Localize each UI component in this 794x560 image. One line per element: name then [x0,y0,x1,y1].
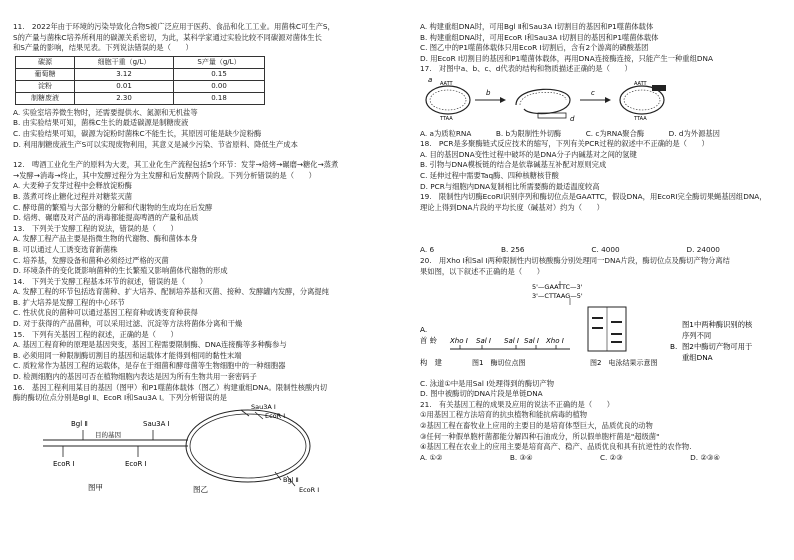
q20-option-c: C. 泳道①中是用Sal Ⅰ处理得到的酶切产物 [420,378,555,388]
q11-option-a: A. 实验室培养微生物时，还需要提供水、氮源和无机盐等 [13,107,198,117]
gel-band [611,321,622,323]
gel-band [611,341,622,343]
q21-option-d: D. ②③④ [690,452,720,462]
label-b: b [486,88,491,97]
q13-option-b: B. 可以通过人工诱变选育新菌株 [13,244,118,254]
q13-option-d: D. 环境条件的变化既影响菌种的生长繁殖又影响菌体代谢物的形成 [13,266,228,276]
table-header: 碳源 [16,56,75,68]
q17-figure [420,75,782,125]
recognition-seq-top: 5'—GAATTC—3' [532,283,583,292]
q12-option-b: B. 蒸煮可终止糖化过程并对糖浆灭菌 [13,191,133,201]
ecor1-label: EcoR Ⅰ [53,459,75,468]
q20-figure [420,277,782,375]
figure-jia [43,420,188,492]
q15-option-b: B. 必须用同一种限制酶切割目的基因和运载体才能得到相同的黏性末端 [13,350,242,360]
side-note: 序列不同 [682,331,712,341]
label-a: a [428,75,433,84]
q11-option-d: D. 利用制糖废液生产S可以实现废物利用，其意义是减少污染、节省原料、降低生产成本 [13,139,298,149]
q14-stem: 14. 下列关于发酵工程基本环节的叙述，错误的是（ ） [13,276,208,286]
table-cell: 制糖废液 [16,92,75,104]
q16-option-c: C. 图乙中的P1噬菌体载体只用EcoR Ⅰ切割后，含有2个游离的磷酸基团 [420,43,649,53]
q14-option-c: C. 性状优良的菌种可以通过基因工程育种或诱变育种获得 [13,308,198,318]
sau3a-label: Sau3A Ⅰ [251,403,276,411]
q19-stem-line: 19. 限制性内切酶EcoRI识别序列和酶切位点是GAATTC，假设DNA，用EcoRI完全酶切果蝇基因组DNA， [420,192,767,202]
q17-option-b: B. b为限制性外切酶 [495,128,562,138]
q13-stem: 13. 下列关于发酵工程的说法，错误的是（ ） [13,223,178,233]
table-row [16,92,265,104]
q12-option-a: A. 大麦种子发芽过程中会释放淀粉酶 [13,181,132,191]
q11-stem-line: S的产量与菌株C培养所利用的碳源关系密切，为此，某科学家通过实验比较不同碳源对菌体生长 [13,32,322,42]
arrow-head [605,97,611,103]
q20-left-text: 构 建 [420,358,442,368]
plasmid-ring-outer [186,410,310,482]
question-15 [13,330,396,383]
question-14 [13,277,396,330]
q21-item: ③任何一种假单胞杆菌都能分解四种石油成分，所以假单胞杆菌是"超级菌" [420,431,660,441]
question-17 [420,64,782,139]
q14-option-a: A. 发酵工程的环节包括选育菌种、扩大培养、配制培养基和灭菌、接种、发酵罐内发酵，分离提纯 [13,287,329,297]
q21-item: ①用基因工程方法培育的抗虫植物和能抗病毒的植物 [420,410,588,420]
table-cell: 葡萄糖 [16,68,75,80]
table-header: S产量（g/L） [174,56,265,68]
q19-stem-line: 理论上得到DNA片段的平均长度（碱基对）约为（ ） [420,202,604,212]
opened-plasmid [516,89,570,113]
question-18 [420,139,782,192]
table-header-row [16,56,265,68]
arrow-head [500,97,506,103]
target-gene-label: 目的基因 [95,430,121,439]
q20-stem-line: 20. 用Xho Ⅰ和Sal Ⅰ两种限制性内切核酸酶分别处理同一DNA片段，酶切位点及酶切产物分离结 [420,255,730,265]
sal-label: Sal Ⅰ [504,337,519,346]
recombinant-plasmid-inner [624,90,660,110]
q13-option-a: A. 发酵工程产品主要是指微生物的代谢物、酶和菌体本身 [13,234,198,244]
table-cell: 2.30 [75,92,174,104]
left-column [13,22,396,499]
table-cell: 0.15 [174,68,265,80]
ecor1-label: EcoR Ⅰ [125,459,147,468]
q16-stem-line: 酶的酶切位点分别是Bgl Ⅱ、EcoR Ⅰ和Sau3A Ⅰ。下列分析错误的是 [13,393,227,403]
xho-label: Xho Ⅰ [450,337,468,346]
sal-label: Sal Ⅰ [476,337,491,346]
q18-option-b: B. 引物与DNA模板链的结合是依靠碱基互补配对原则完成 [420,160,607,170]
gel-band [592,327,603,329]
table-row [16,80,265,92]
table-cell: 0.18 [174,92,265,104]
q19-option-d: D. 24000 [686,245,720,255]
q12-stem-line: →发酵→消毒→终止，其中发酵过程分为主发酵和后发酵两个阶段。下列分析错误的是（ ） [13,170,316,180]
q21-stem: 21. 有关基因工程的成果及应用的说法不正确的是（ ） [420,399,615,409]
seq-label: TTAA [440,115,453,122]
seq-label: TTAA [634,115,647,122]
q20-stem-line: 果如图，以下叙述不正确的是（ ） [420,266,545,276]
q21-option-a: A. ①② [420,452,443,462]
q13-option-c: C. 培养基，发酵设备和菌种必须经过严格的灭菌 [13,255,169,265]
question-16-options [420,22,782,64]
question-21 [420,400,782,464]
recognition-seq-bottom: 3'—CTTAAG—5' [532,292,583,301]
q15-option-a: A. 基因工程育种的原理是基因突变，基因工程需要限制酶、DNA连接酶等多种酶参与 [13,340,287,350]
q18-option-c: C. 延伸过程中需要Taq酶、四种核糖核苷酸 [420,170,559,180]
figure-jia-caption: 图甲 [88,482,103,492]
label-c: c [591,88,595,97]
table-header: 细胞干重（g/L） [75,56,174,68]
q12-option-c: C. 酵母菌的繁殖与大部分糖的分解和代谢物的生成均在后发酵 [13,202,213,212]
q17-stem: 17. 对图中a、b、c、d代表的结构和物质描述正确的是（ ） [420,64,632,74]
q11-stem-line: 和S产量的影响，结果见表。下列说法错误的是（ ） [13,43,193,53]
seq-label: AATT [440,80,453,87]
side-note: 图2中酶切产物可用于 [682,342,753,352]
question-12 [13,160,396,224]
bgl-label: Bgl Ⅱ [71,419,88,428]
q15-option-c: C. 质粒常作为基因工程的运载体，是存在于细菌和酵母菌等生物细胞中的一种细胞器 [13,361,286,371]
gel-band [592,317,603,319]
q14-option-d: D. 对于获得的产品菌种，可以采用过滤、沉淀等方法将菌体分离和干燥 [13,319,243,329]
q20-left-text: A. [420,325,428,335]
q18-stem: 18. PCR是多聚酶链式反应技术的缩写，下列有关PCR过程的叙述中不正确的是（ ） [420,139,709,149]
plasmid-ring-inner [190,411,306,478]
ecor1-label: EcoR Ⅰ [265,411,286,420]
carbon-source-table [15,56,265,105]
q17-option-d: D. d为外源基因 [668,128,720,138]
bgl-label: Bgl Ⅱ [283,475,299,484]
q12-option-d: D. 焙烤、碾磨及对产品的消毒都能提高啤酒的产量和品质 [13,213,199,223]
table-cell: 0.01 [75,80,174,92]
sau3a-site-marker [241,410,249,416]
xho-label: Xho Ⅰ [546,337,564,346]
q16-option-b: B. 构建重组DNA时，可用EcoR Ⅰ和Sau3A Ⅰ切割目的基因和P1噬菌体载体 [420,32,659,42]
q17-option-a: A. a为质粒RNA [420,128,472,138]
q14-option-b: B. 扩大培养是发酵工程的中心环节 [13,297,125,307]
sau3a-label: Sau3A Ⅰ [143,419,170,428]
side-note: 重组DNA [682,353,713,363]
seq-label: AATT [634,80,647,87]
ecor1-site-marker [255,412,263,419]
fig2-caption: 图2 电泳结果示意图 [590,359,658,368]
question-19 [420,192,782,256]
q11-option-b: B. 由实验结果可知，菌株C生长的最适碳源是制糖废液 [13,118,189,128]
q18-option-a: A. 目的基因DNA变性过程中破坏的是DNA分子内碱基对之间的氢键 [420,149,637,159]
side-note: 图1中两种酶识别的核 [682,320,753,330]
plasmid-a-inner [430,90,466,110]
question-11 [13,22,396,150]
label-d: d [570,114,575,123]
q19-option-a: A. 6 [420,245,435,255]
opened-plasmid-inner [520,92,566,105]
q17-option-c: C. c为RNA聚合酶 [585,128,645,138]
q16-stem-line: 16. 基因工程利用某目的基因（图甲）和P1噬菌体载体（图乙）构建重组DNA。限制性核酸内切 [13,382,327,392]
fig1-caption: 图1 酶切位点图 [472,359,526,368]
table-cell: 3.12 [75,68,174,80]
side-note: B. [670,342,678,352]
inserted-gene [652,85,666,91]
q19-option-b: B. 256 [500,245,525,255]
question-13 [13,224,396,277]
q21-item: ②基因工程在畜牧业上应用的主要目的是培育体型巨大，品质优良的动物 [420,421,653,431]
q16-option-a: A. 构建重组DNA时，可用Bgl Ⅱ和Sau3A Ⅰ切割目的基因和P1噬菌体载体 [420,22,654,31]
q19-option-c: C. 4000 [591,245,620,255]
table-cell: 0.00 [174,80,265,92]
table-row [16,68,265,80]
question-16 [13,383,396,500]
figure-yi-caption: 图乙 [193,484,208,494]
q21-options [420,453,720,464]
q15-option-d: D. 检测细胞内的基因可否在植物细胞内表达是因为所有生物共用一套密码子 [13,372,257,382]
q20-option-d: D. 图中被酶切的DNA片段是单链DNA [420,389,543,399]
q16-option-d: D. 用EcoR Ⅰ切割目的基因和P1噬菌体载体，再用DNA连接酶连接，只能产生一种重组DNA [420,53,713,63]
sal-label: Sal Ⅰ [524,337,539,346]
q20-left-text: 首 蛉 [420,336,437,346]
q11-option-c: C. 由实验结果可知，碳源为淀粉时菌株C不能生长，其原因可能是缺少淀粉酶 [13,128,262,138]
figure-yi [186,404,319,494]
ecor1-label: EcoR Ⅰ [299,485,320,494]
q21-option-b: B. ③④ [509,452,533,462]
table-cell: 淀粉 [16,80,75,92]
q18-option-d: D. PCR与细胞内DNA复制相比所需要酶的最适温度较高 [420,181,600,191]
q16-figures [13,404,396,496]
question-20 [420,256,782,400]
gel-band [611,333,622,335]
q19-options [420,245,720,256]
q21-item: ④基因工程在农业上的应用主要是培育高产、稳产、品质优良和具有抗逆性的农作物. [420,442,692,452]
q21-option-c: C. ②③ [599,452,623,462]
right-column [420,22,782,463]
q15-stem: 15. 下列有关基因工程的叙述，正确的是（ ） [13,329,178,339]
q12-stem-line: 12. 啤酒工业化生产的原料为大麦，其工业化生产流程包括5个环节：发芽→焙烤→碾磨→糖化→蒸煮 [13,160,339,170]
q11-stem-line: 11. 2022年由于环境的污染导致化合物S被广泛应用于医药、食品和化工工业。用菌株C可生产S， [13,22,335,31]
q17-options [420,129,720,140]
